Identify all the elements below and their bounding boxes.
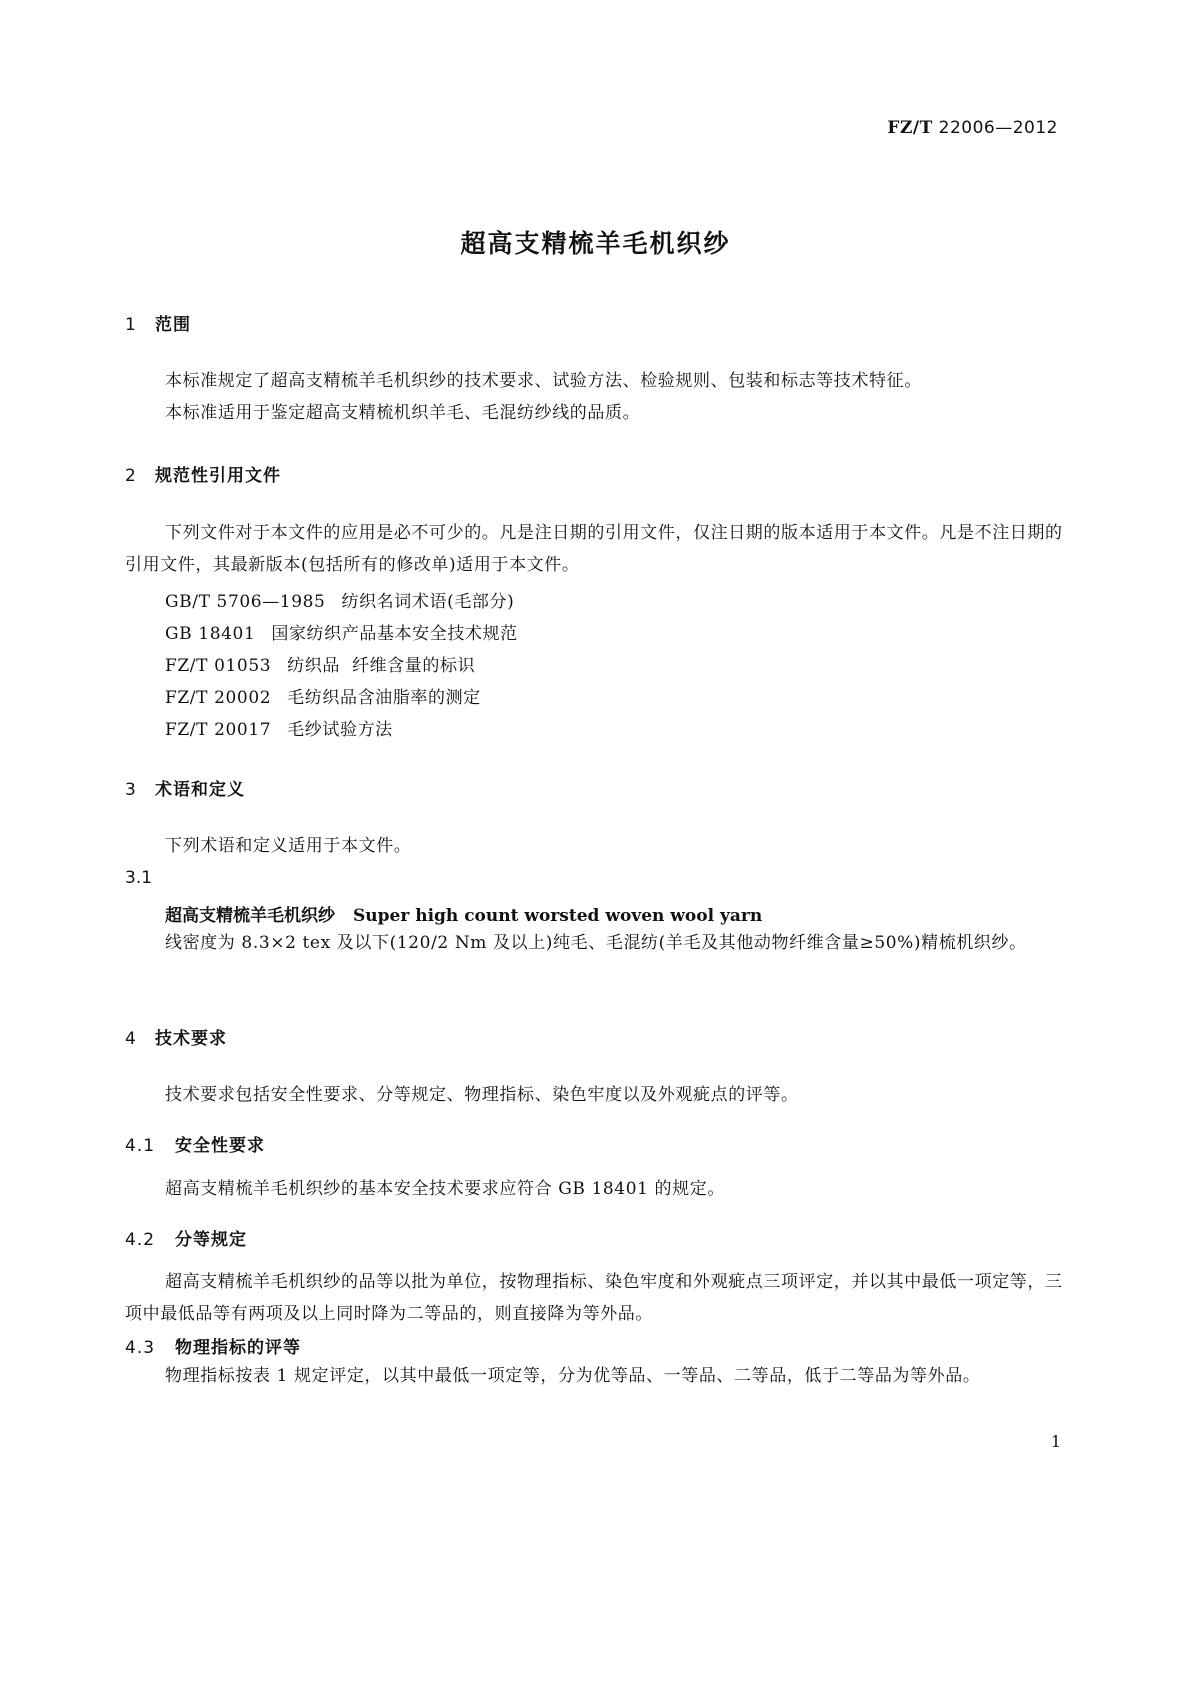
standard-code <box>887 118 1058 138</box>
paragraph: 下列术语和定义适用于本文件。 <box>165 836 412 856</box>
section-1-heading <box>125 310 191 335</box>
reference-code: GB 18401 <box>165 624 256 644</box>
subsection-4-1-heading <box>125 1131 265 1156</box>
standard-code-prefix: FZ/T <box>887 118 933 138</box>
paragraph: 本标准规定了超高支精梳羊毛机织纱的技术要求、试验方法、检验规则、包装和标志等技术特征。 <box>165 371 922 391</box>
reference-title: 毛纺织品含油脂率的测定 <box>287 688 481 708</box>
reference-title: 毛纱试验方法 <box>287 720 393 740</box>
section-number: 4.1 <box>125 1136 156 1156</box>
section-number: 3 <box>125 780 137 800</box>
reference-title: 纺织名词术语(毛部分) <box>341 592 515 612</box>
reference-item <box>165 587 514 612</box>
paragraph: 技术要求包括安全性要求、分等规定、物理指标、染色牢度以及外观疵点的评等。 <box>165 1085 799 1105</box>
reference-title: 纺织品 纤维含量的标识 <box>287 656 476 676</box>
paragraph: 下列文件对于本文件的应用是必不可少的。凡是注日期的引用文件，仅注日期的版本适用于本文件。凡是不注日期的引用文件，其最新版本(包括所有的修改单)适用于本文件。 <box>125 523 1063 575</box>
section-title: 分等规定 <box>175 1230 247 1250</box>
section-title: 安全性要求 <box>175 1136 265 1156</box>
section-title: 技术要求 <box>155 1029 227 1049</box>
term-chinese: 超高支精梳羊毛机织纱 <box>165 906 335 926</box>
page-number: 1 <box>1050 1432 1061 1451</box>
term-entry <box>165 901 762 926</box>
term-number: 3.1 <box>125 868 153 888</box>
section-number: 2 <box>125 466 137 486</box>
reference-item <box>165 715 393 740</box>
section-4-heading <box>125 1024 227 1049</box>
section-number: 1 <box>125 315 137 335</box>
reference-item <box>165 619 518 644</box>
paragraph: 本标准适用于鉴定超高支精梳机织羊毛、毛混纺纱线的品质。 <box>165 403 641 423</box>
section-number: 4 <box>125 1029 137 1049</box>
paragraph: 超高支精梳羊毛机织纱的基本安全技术要求应符合 GB 18401 的规定。 <box>165 1179 725 1199</box>
reference-code: GB/T 5706—1985 <box>165 592 326 612</box>
section-title: 规范性引用文件 <box>155 466 281 486</box>
reference-item <box>165 651 475 676</box>
standard-code-number: 22006—2012 <box>932 118 1058 138</box>
section-2-heading <box>125 461 281 486</box>
subsection-4-3-heading <box>125 1333 301 1358</box>
reference-code: FZ/T 20002 <box>165 688 272 708</box>
section-3-heading <box>125 775 245 800</box>
reference-code: FZ/T 20017 <box>165 720 272 740</box>
reference-code: FZ/T 01053 <box>165 656 272 676</box>
section-title: 术语和定义 <box>155 780 245 800</box>
term-definition: 线密度为 8.3×2 tex 及以下(120/2 Nm 及以上)纯毛、毛混纺(羊毛及其他动物纤维含量≥50%)精梳机织纱。 <box>165 933 1027 953</box>
subsection-4-2-heading <box>125 1225 247 1250</box>
reference-item <box>165 683 481 708</box>
section-title: 物理指标的评等 <box>175 1338 301 1358</box>
section-number: 4.2 <box>125 1230 156 1250</box>
section-number: 4.3 <box>125 1338 156 1358</box>
paragraph: 物理指标按表 1 规定评定，以其中最低一项定等，分为优等品、一等品、二等品，低于二等品为等外品。 <box>165 1366 981 1386</box>
paragraph: 超高支精梳羊毛机织纱的品等以批为单位，按物理指标、染色牢度和外观疵点三项评定，并以其中最低一项定等，三项中最低品等有两项及以上同时降为二等品的，则直接降为等外品。 <box>125 1272 1063 1324</box>
term-english: Super high count worsted woven wool yarn <box>353 906 763 926</box>
section-title: 范围 <box>155 315 191 335</box>
document-title: 超高支精梳羊毛机织纱 <box>460 229 731 258</box>
reference-title: 国家纺织产品基本安全技术规范 <box>271 624 518 644</box>
